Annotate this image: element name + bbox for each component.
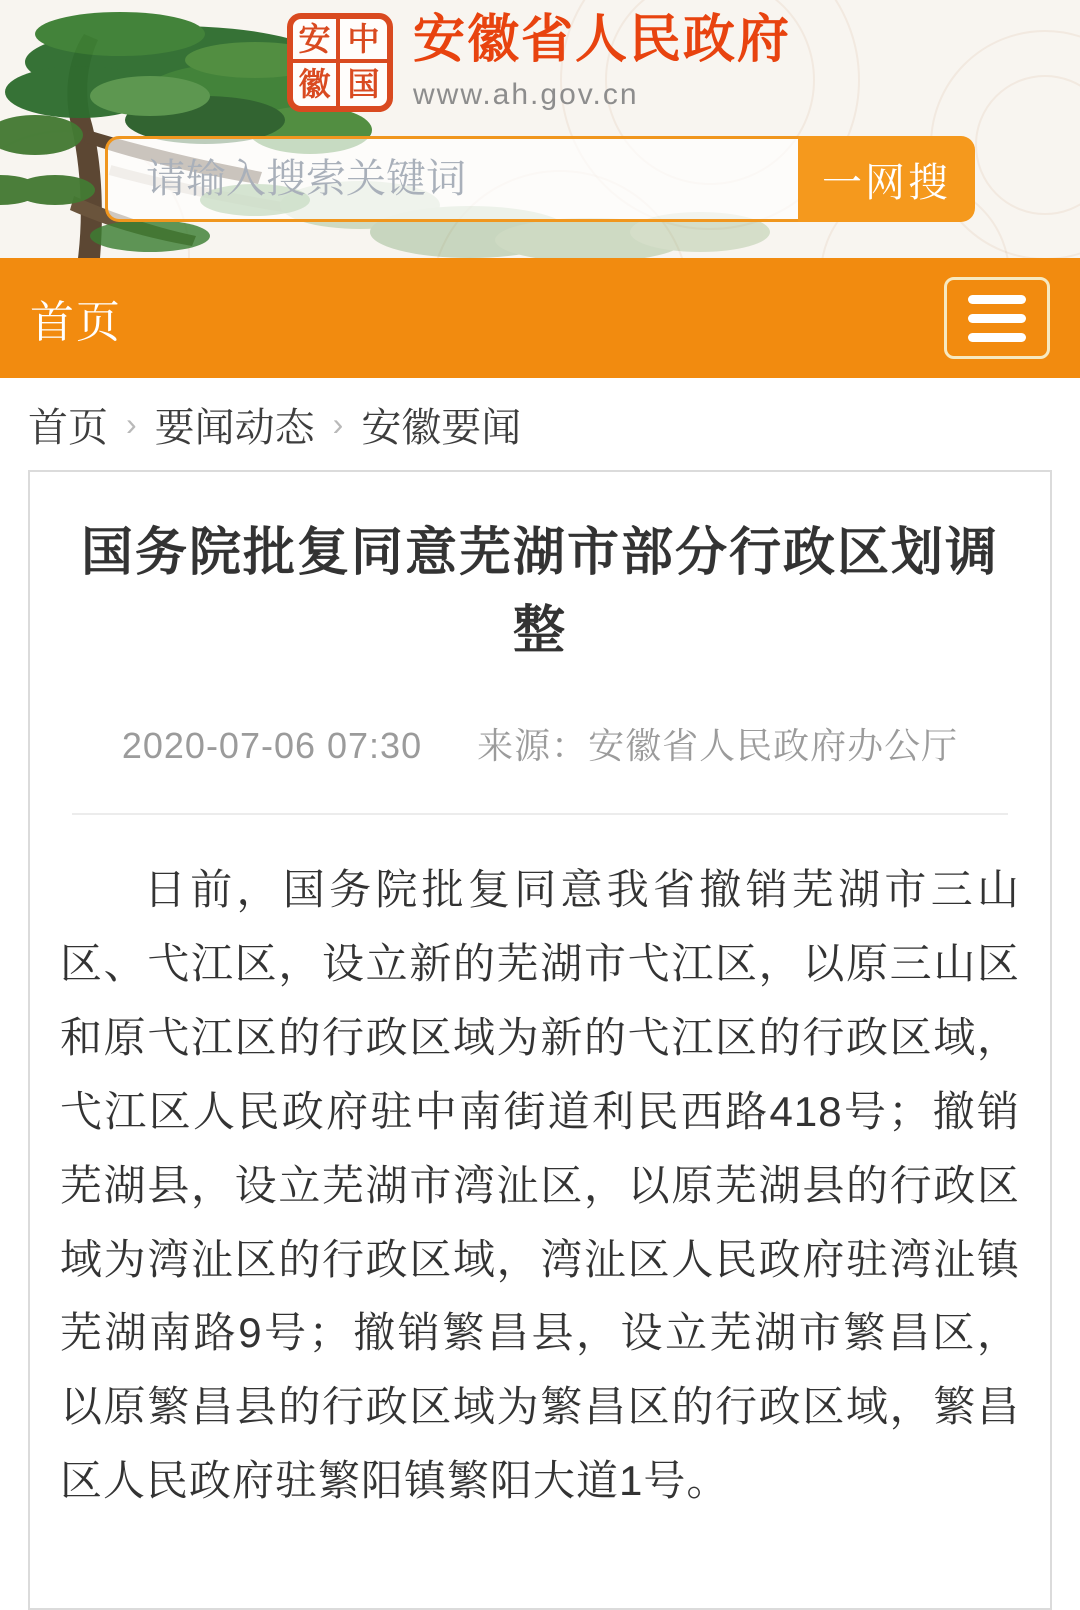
- article-card: [28, 470, 1052, 1610]
- seal-char-top-right: 中: [340, 19, 387, 63]
- search-button[interactable]: 一网搜: [798, 136, 975, 222]
- breadcrumb-current-page: 安徽要闻: [361, 405, 522, 450]
- site-header: [0, 0, 1080, 258]
- site-brand[interactable]: [287, 13, 791, 112]
- main-navbar: [0, 258, 1080, 378]
- site-url: www.ah.gov.cn: [413, 77, 639, 111]
- seal-char-bottom-right: 国: [347, 66, 380, 103]
- search-bar: [105, 136, 975, 222]
- article-date: 2020-07-06 07:30: [121, 725, 423, 766]
- brand-text: [413, 13, 791, 112]
- search-input[interactable]: [105, 136, 798, 222]
- site-logo-seal: [287, 13, 393, 112]
- seal-char-bottom-left: 徽: [293, 63, 340, 107]
- breadcrumb: [0, 378, 1080, 470]
- breadcrumb-home[interactable]: 首页: [28, 405, 108, 450]
- hamburger-menu-button[interactable]: [944, 277, 1050, 359]
- chevron-right-icon: ›: [332, 405, 344, 442]
- seal-char-top-left: 安: [293, 19, 340, 63]
- breadcrumb-news-section[interactable]: 要闻动态: [154, 405, 315, 450]
- meta-divider: [72, 813, 1008, 815]
- chevron-right-icon: ›: [126, 405, 137, 442]
- nav-home-link[interactable]: 首页: [30, 298, 122, 347]
- article-meta: [60, 718, 1020, 769]
- site-name: 安徽省人民政府: [413, 11, 792, 69]
- article-body: 日前，国务院批复同意我省撤销芜湖市三山区、弋江区，设立新的芜湖市弋江区，以原三山区和原弋江区的行政区域为新的弋江区的行政区域，弋江区人民政府驻中南街道利民西路418号；撤销芜湖县，设立芜湖市湾沚区，以原芜湖县的行政区域为湾沚区的行政区域，湾沚区人民政府驻湾沚镇芜湖南路9号；撤销繁昌县，设立芜湖市繁昌区，以原繁昌县的行政区域为繁昌区的行政区域，繁昌区人民政府驻繁阳镇繁阳大道1号。: [60, 866, 1020, 1505]
- article-title: 国务院批复同意芜湖市部分行政区划调整: [80, 524, 999, 660]
- article-source: 来源：安徽省人民政府办公厅: [477, 725, 959, 766]
